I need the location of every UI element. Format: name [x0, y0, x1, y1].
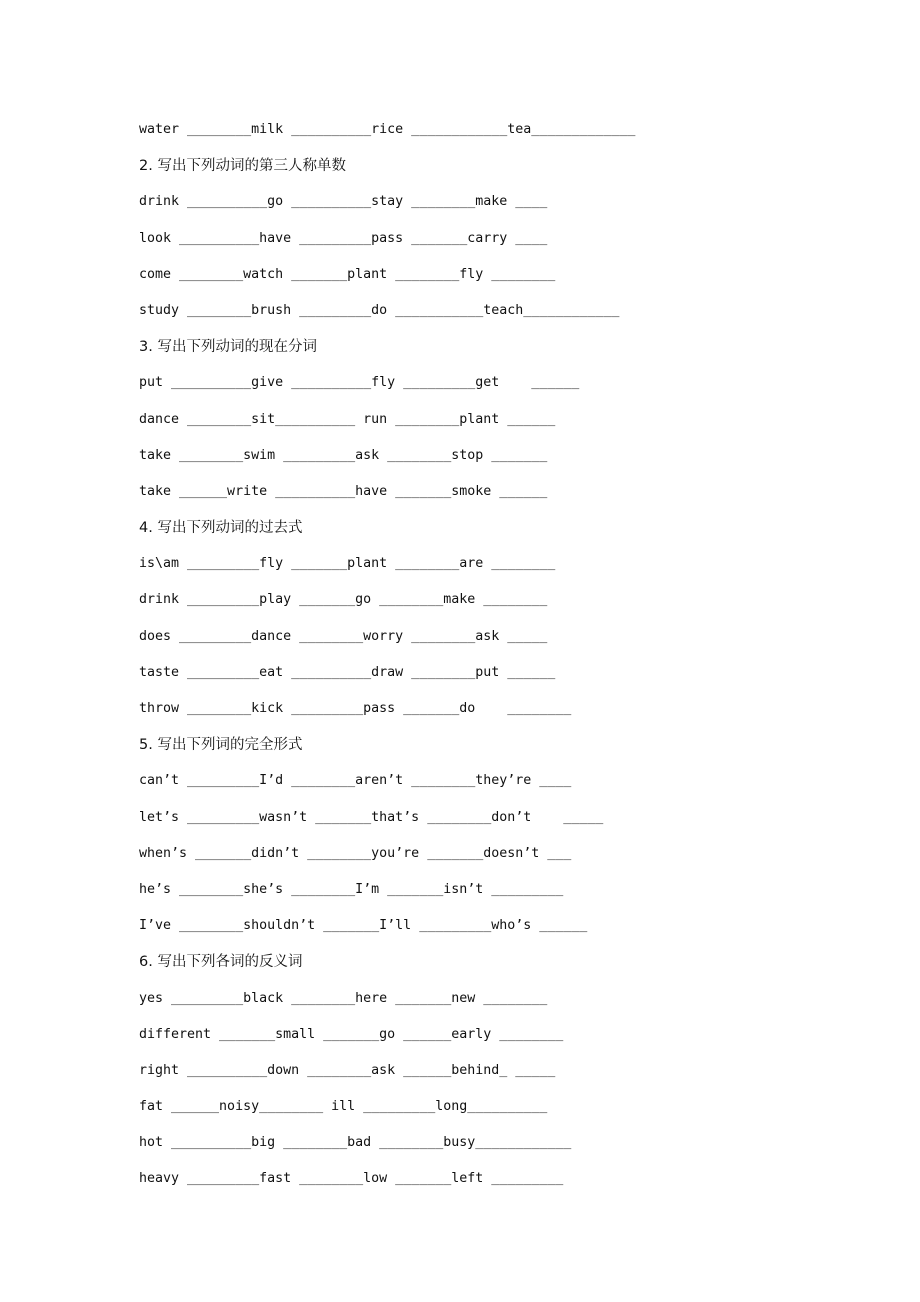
heading-present-participle: 3. 写出下列动词的现在分词	[139, 339, 317, 356]
row-present-participle-3: take ________swim _________ask ________stop _______	[139, 447, 548, 463]
row-present-participle-1: put __________give __________fly _________get ______	[139, 375, 580, 391]
row-present-participle-4: take ______write __________have _______smoke ______	[139, 483, 548, 499]
row-antonyms-3: right __________down ________ask ______behind_ _____	[139, 1062, 556, 1078]
row-full-forms-3: when’s _______didn’t ________you’re _______doesn’t ___	[139, 845, 572, 861]
row-past-tense-2: drink _________play _______go ________make ________	[139, 592, 548, 608]
heading-antonyms: 6. 写出下列各词的反义词	[139, 954, 303, 971]
heading-third-person-singular: 2. 写出下列动词的第三人称单数	[139, 158, 346, 175]
row-antonyms-2: different _______small _______go ______early ________	[139, 1026, 564, 1042]
row-third-person-4: study ________brush _________do ___________teach____________	[139, 302, 620, 318]
row-past-tense-4: taste _________eat __________draw ________put ______	[139, 664, 556, 680]
row-antonyms-5: hot __________big ________bad ________busy____________	[139, 1135, 572, 1151]
row-past-tense-5: throw ________kick _________pass _______do ________	[139, 701, 572, 716]
row-full-forms-2: let’s _________wasn’t _______that’s ________don’t _____	[139, 809, 604, 825]
row-past-tense-3: does _________dance ________worry ________ask _____	[139, 628, 548, 644]
row-full-forms-5: I’ve ________shouldn’t _______I’ll _________who’s ______	[139, 918, 588, 934]
heading-full-forms: 5. 写出下列词的完全形式	[139, 737, 303, 754]
row-third-person-2: look __________have _________pass _______carry ____	[139, 230, 548, 246]
row-third-person-3: come ________watch _______plant ________fly ________	[139, 266, 556, 282]
row-full-forms-1: can’t _________I’d ________aren’t ________they’re ____	[139, 773, 572, 789]
row-antonyms-1: yes _________black ________here _______new ________	[139, 990, 548, 1006]
row-third-person-1: drink __________go __________stay ________make ____	[139, 194, 548, 210]
row-uncountable-nouns: water ________milk __________rice ____________tea_____________	[139, 122, 636, 137]
heading-past-tense: 4. 写出下列动词的过去式	[139, 520, 303, 537]
worksheet	[139, 118, 859, 1204]
row-full-forms-4: he’s ________she’s ________I’m _______isn’t _________	[139, 881, 564, 897]
row-antonyms-6: heavy _________fast ________low _______left _________	[139, 1171, 564, 1187]
row-present-participle-2: dance ________sit__________ run ________plant ______	[139, 411, 556, 427]
row-antonyms-4: fat ______noisy________ ill _________long__________	[139, 1099, 548, 1115]
row-past-tense-1: is\am _________fly _______plant ________are ________	[139, 556, 556, 572]
